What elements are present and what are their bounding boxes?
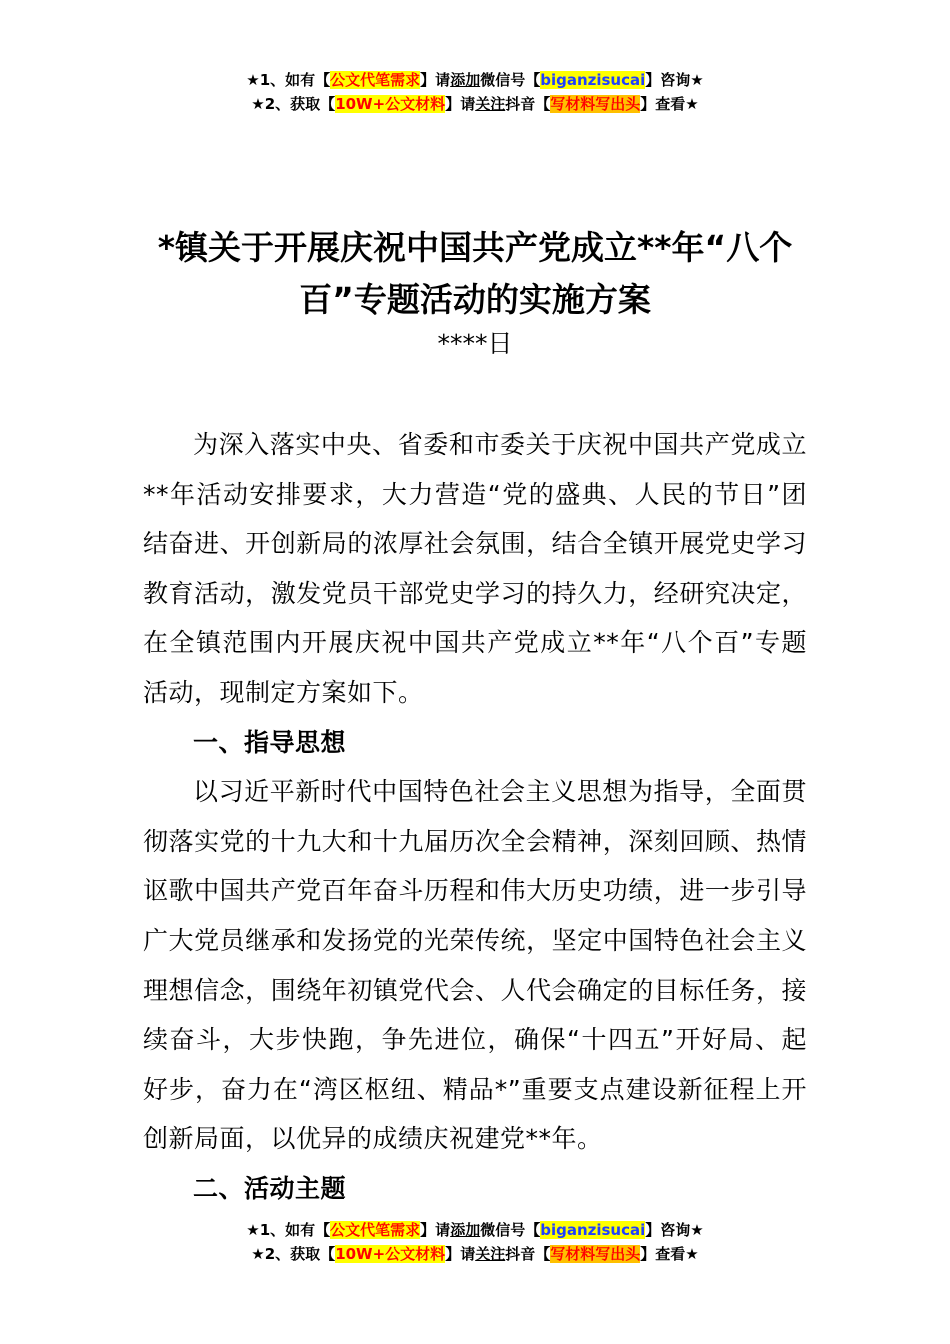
promo-text: ★1、如有【 xyxy=(246,71,331,89)
promo-text: 】咨询★ xyxy=(645,71,704,89)
promo-text: 添加 xyxy=(450,71,481,89)
promo-text: 关注 xyxy=(475,1245,506,1263)
promo-text: ★2、获取【 xyxy=(251,1245,336,1263)
promo-text: 】请 xyxy=(420,71,451,89)
section-heading-2: 二、活动主题 xyxy=(193,1173,347,1203)
promo-text: 】咨询★ xyxy=(645,1221,704,1239)
promo-text: 】请 xyxy=(445,95,476,113)
promo-text: 微信号【 xyxy=(480,1221,541,1239)
promo-text: 】查看★ xyxy=(640,95,699,113)
promo-banner-top xyxy=(0,68,950,116)
promo-highlight: 10W+公文材料 xyxy=(335,95,446,113)
section-heading-1: 一、指导思想 xyxy=(193,727,347,757)
promo-text: 】请 xyxy=(420,1221,451,1239)
wechat-id-highlight: biganzisucai xyxy=(540,71,646,89)
document-body xyxy=(143,420,807,1214)
intro-paragraph: 为深入落实中央、省委和市委关于庆祝中国共产党成立**年活动安排要求，大力营造“党的盛典、人民的节日”团结奋进、开创新局的浓厚社会氛围，结合全镇开展党史学习教育活动，激发党员干部党史学习的持久力，经研究决定，在全镇范围内开展庆祝中国共产党成立**年“八个百”专题活动，现制定方案如下。 xyxy=(143,430,807,707)
promo-highlight: 公文代笔需求 xyxy=(330,71,421,89)
promo-text: 抖音【 xyxy=(505,95,551,113)
promo-text: 添加 xyxy=(450,1221,481,1239)
douyin-highlight: 写材料写出头 xyxy=(550,1245,641,1263)
promo-text: 】查看★ xyxy=(640,1245,699,1263)
promo-line-2 xyxy=(0,92,950,116)
promo-line-1 xyxy=(0,1218,950,1242)
promo-banner-bottom xyxy=(0,1218,950,1266)
promo-highlight: 10W+公文材料 xyxy=(335,1245,446,1263)
promo-text: 微信号【 xyxy=(480,71,541,89)
promo-text: ★1、如有【 xyxy=(246,1221,331,1239)
document-date: ****日 xyxy=(437,329,513,358)
promo-line-2 xyxy=(0,1242,950,1266)
promo-text: ★2、获取【 xyxy=(251,95,336,113)
douyin-highlight: 写材料写出头 xyxy=(550,95,641,113)
guiding-thought-paragraph: 以习近平新时代中国特色社会主义思想为指导，全面贯彻落实党的十九大和十九届历次全会精神，深刻回顾、热情讴歌中国共产党百年奋斗历程和伟大历史功绩，进一步引导广大党员继承和发扬党的光荣传统，坚定中国特色社会主义理想信念，围绕年初镇党代会、人代会确定的目标任务，接续奋斗，大步快跑，争先进位，确保“十四五”开好局、起好步，奋力在“湾区枢纽、精品*”重要支点建设新征程上开创新局面，以优异的成绩庆祝建党**年。 xyxy=(143,777,807,1154)
document-title: *镇关于开展庆祝中国共产党成立**年“八个百”专题活动的实施方案 xyxy=(157,228,793,319)
wechat-id-highlight: biganzisucai xyxy=(540,1221,646,1239)
promo-line-1 xyxy=(0,68,950,92)
promo-text: 抖音【 xyxy=(505,1245,551,1263)
promo-highlight: 公文代笔需求 xyxy=(330,1221,421,1239)
promo-text: 】请 xyxy=(445,1245,476,1263)
promo-text: 关注 xyxy=(475,95,506,113)
